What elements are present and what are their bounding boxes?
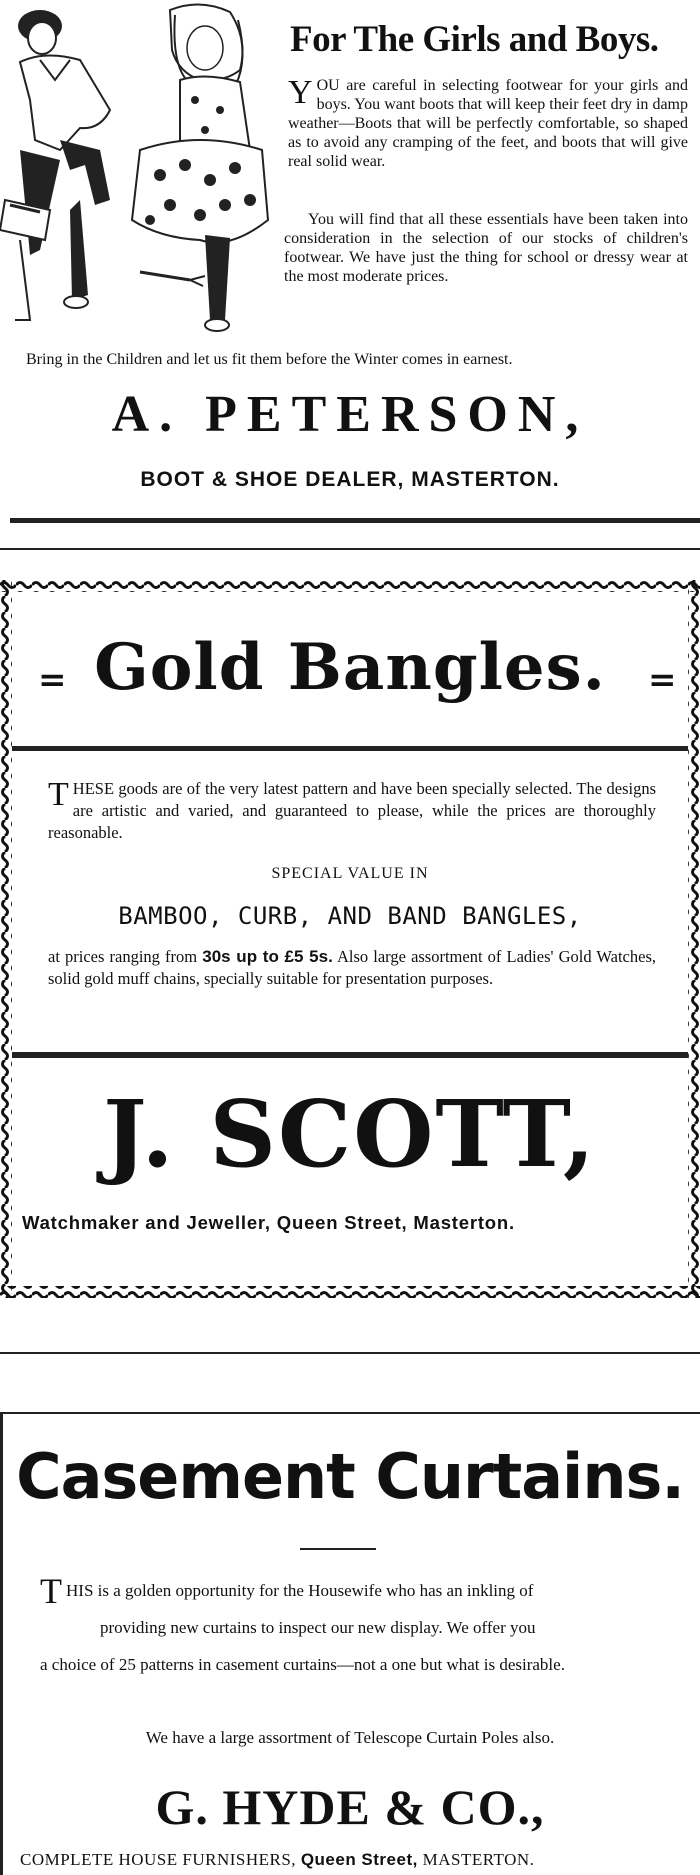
ad1-paragraph-1 — [288, 76, 688, 171]
ad2-bangles-line: BAMBOO, CURB, AND BAND BANGLES, — [118, 902, 582, 930]
ad3-line-3: a choice of 25 patterns in casement curtains—not a one but what is desirable. — [40, 1655, 565, 1674]
children-boots-illustration-icon — [0, 0, 282, 338]
drop-cap: T — [40, 1571, 62, 1611]
drop-cap: T — [48, 776, 69, 813]
ad2-paragraph-1-text: HESE goods are of the very latest pattern and have been specially selected. The designs are artistic and varied, and guaranteed to please, while the prices are thoroughly reasonable. — [48, 779, 656, 842]
ad1-paragraph-1-text: OU are careful in selecting footwear for your girls and boys. You want boots that will keep their feet dry in damp weather—Boots that will be perfectly comfortable, so shaped as to avoid any cramping of the feet, and boots that will give real solid wear. — [288, 77, 688, 170]
ad2-paragraph-1 — [48, 778, 656, 844]
ad3-top-rule — [0, 1412, 700, 1414]
ad1-paragraph-2: You will find that all these essentials have been taken into consideration in the selection of our stocks of children's footwear. We have just the thing for school or dressy wear at the most moderate prices. — [284, 211, 688, 285]
ad3-headline: Casement Curtains. — [16, 1440, 684, 1513]
ad2-price-outro: Also large assortment of Ladies' Gold Watches, solid gold muff chains, specially suitable for presentation purposes. — [48, 947, 656, 988]
ad3-paragraph-1 — [40, 1572, 665, 1683]
ad3-sub-left: COMPLETE HOUSE FURNISHERS, — [20, 1850, 301, 1869]
ad3-line-2: providing new curtains to inspect our new display. We offer you — [100, 1618, 536, 1637]
ad2-equals-right: = — [648, 660, 677, 700]
ad1-merchant-name: A. PETERSON, — [111, 386, 589, 443]
ad3-paragraph-2: We have a large assortment of Telescope Curtain Poles also. — [145, 1728, 555, 1747]
ad2-special-value: SPECIAL VALUE IN — [271, 865, 429, 882]
ad2-merchant-subtitle: Watchmaker and Jeweller, Queen Street, Masterton. — [22, 1212, 515, 1233]
peterson-ad — [0, 0, 700, 540]
ad-separator-rule — [0, 548, 700, 550]
ad2-equals-left: = — [38, 660, 67, 700]
ad3-short-rule — [300, 1548, 376, 1550]
ad3-merchant-subtitle — [20, 1850, 700, 1870]
ad-separator-rule — [0, 1352, 700, 1354]
ad2-merchant-name: J. SCOTT, — [103, 1080, 597, 1188]
ad3-line-1: HIS is a golden opportunity for the Housewife who has an inkling of — [66, 1581, 534, 1600]
ad2-headline: Gold Bangles. — [94, 630, 606, 705]
ad1-bottom-rule — [10, 518, 700, 523]
drop-cap: Y — [288, 74, 313, 111]
ad1-bring-line: Bring in the Children and let us fit them before the Winter comes in earnest. — [26, 351, 513, 368]
ad2-price-intro: at prices ranging from — [48, 947, 203, 966]
ad2-paragraph-2 — [48, 946, 656, 990]
ad3-merchant-name: G. HYDE & CO., — [155, 1779, 545, 1835]
ad1-merchant-subtitle: BOOT & SHOE DEALER, MASTERTON. — [140, 468, 560, 491]
ad3-sub-town: MASTERTON. — [417, 1850, 535, 1869]
ad1-headline: For The Girls and Boys. — [290, 19, 659, 60]
ad2-price-range: 30s up to £5 5s. — [202, 947, 333, 966]
ad3-sub-street: Queen Street, — [300, 1850, 418, 1869]
